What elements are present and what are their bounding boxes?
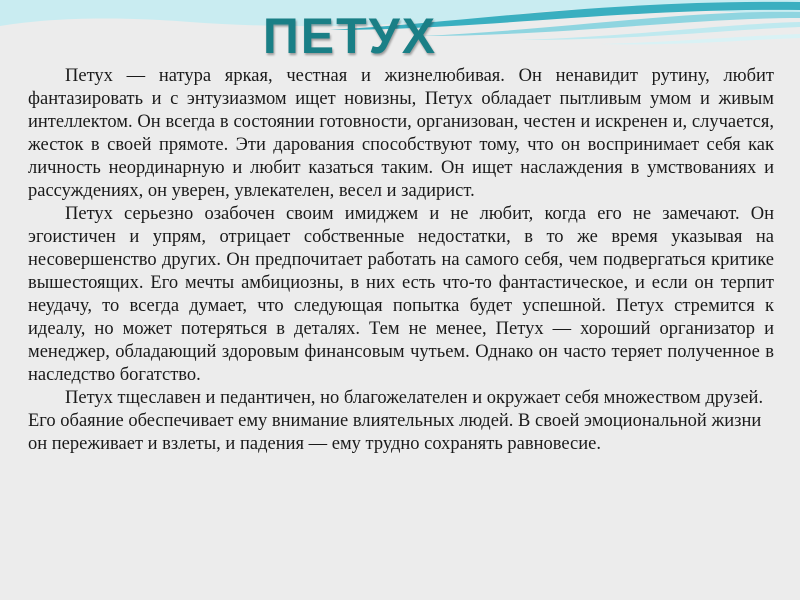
paragraph-1: Петух — натура яркая, честная и жизнелюбивая. Он ненавидит рутину, любит фантазировать и с энтузиазмом ищет новизны, Петух обладает пытливым умом и живым интеллектом. Он всегда в состоянии готовности, организован, честен и искренен и, случается, жесток в своей прямоте. Эти дарования способствуют тому, что он воспринимает себя как личность неординарную и любит казаться таким. Он ищет наслаждения в умствованиях и рассуждениях, он уверен, увлекателен, весел и задирист. [28,66,774,201]
paragraph-2: Петух серьезно озабочен своим имиджем и не любит, когда его не замечают. Он эгоистичен и упрям, отрицает собственные недостатки, в то же время указывая на несовершенство других. Он предпочитает работать на самого себя, чем подвергаться критике вышестоящих. Его мечты амбициозны, в них есть что-то фантастическое, и если он терпит неудачу, то всегда думает, что следующая попытка будет успешной. Петух стремится к идеалу, но может потеряться в деталях. Тем не менее, Петух — хороший организатор и менеджер, обладающий здоровым финансовым чутьем. Однако он часто теряет полученное в наследство богатство. [28,204,774,385]
text-body [28,65,774,456]
paragraph-3: Петух тщеславен и педантичен, но благожелателен и окружает себя множеством друзей. Его обаяние обеспечивает ему внимание влиятельных людей. В своей эмоциональной жизни он переживает и взлеты, и падения — ему трудно сохранять равновесие. [28,388,764,454]
page-title: ПЕТУХ [262,8,438,64]
